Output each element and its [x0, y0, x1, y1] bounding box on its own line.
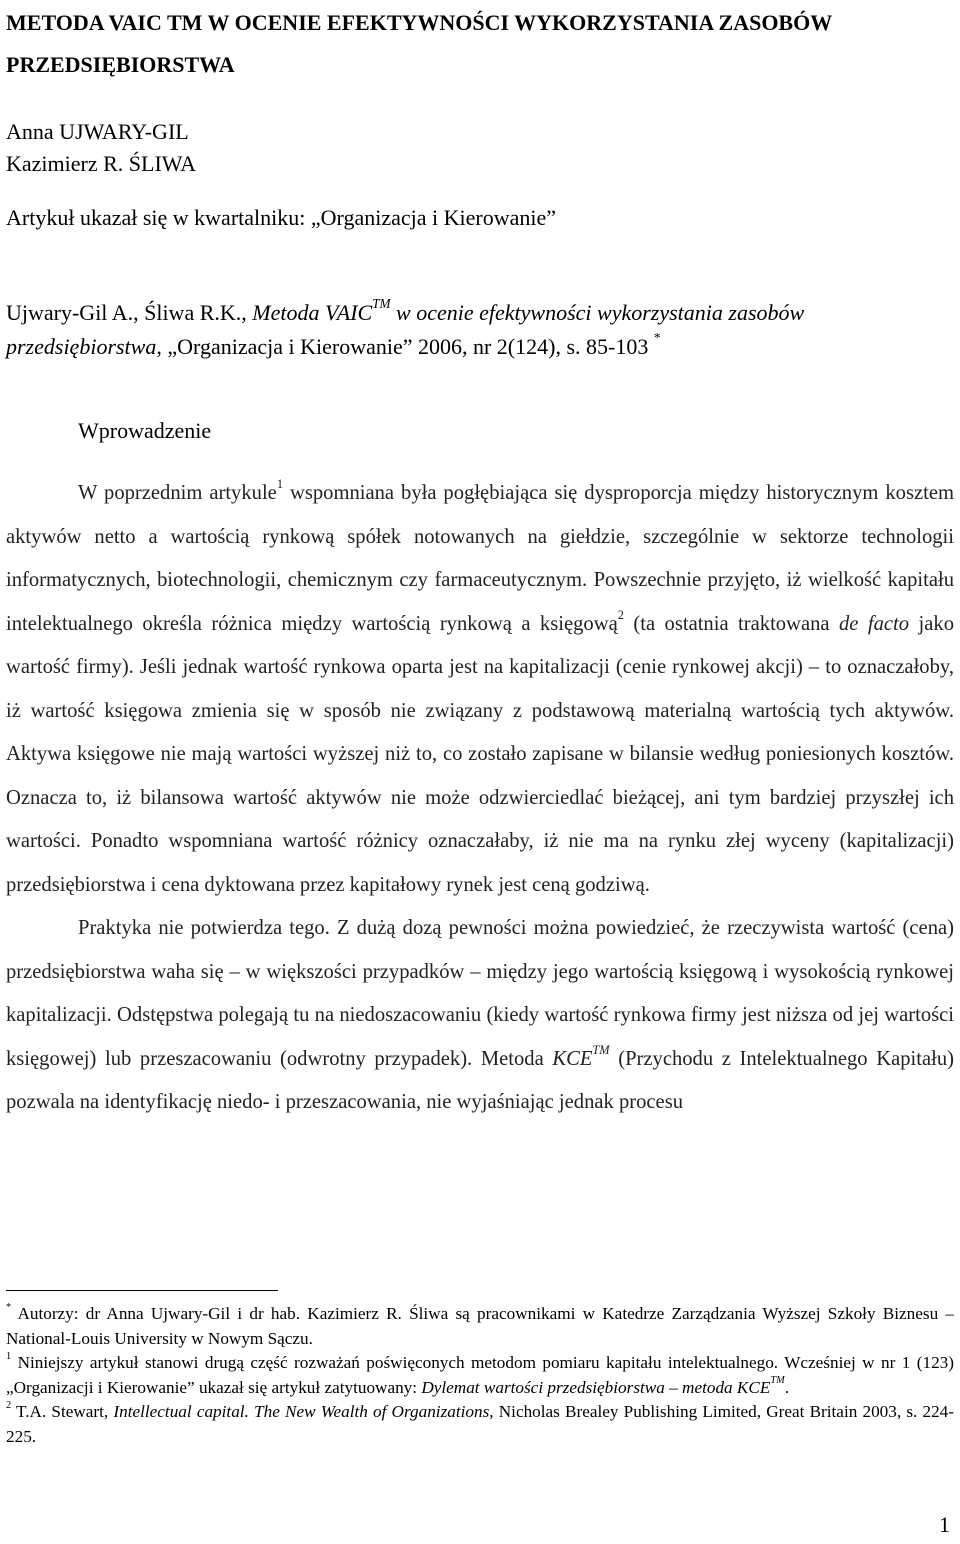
- document-title: [6, 2, 954, 86]
- section-heading: Wprowadzenie: [78, 418, 212, 443]
- citation-title-part1: Metoda VAIC: [252, 300, 373, 325]
- citation-title-part2: w ocenie efektywności wykorzystania zasobów przedsiębiorstwa: [6, 300, 805, 359]
- footnote-star: * Autorzy: dr Anna Ujwary-Gil i dr hab. Kazimierz R. Śliwa są pracownikami w Katedrze Zarządzania Wyższej Szkoły Biznesu – National-Louis University w Nowym Sączu.: [6, 1301, 954, 1348]
- footnote-ref-1[interactable]: 1: [276, 477, 284, 492]
- footnote-ref-star[interactable]: *: [653, 330, 661, 346]
- paragraph-1: W poprzednim artykule$^1$ wspomniana była pogłębiająca się dysproporcja między historycznym kosztem aktywów netto a wartością rynkową spółek notowanych na giełdzie, szczególnie w sektorze technologii informatycznych, biotechnologii, chemicznym czy farmaceutycznym. Powszechnie przyjęto, iż wielkość kapitału intelektualnego określa różnica między wartością rynkową a księgową$^2$ (ta ostatnia traktowana de facto jako wartość firmy). Jeśli jednak wartość rynkowa oparta jest na kapitalizacji (cenie rynkowej akcji) – to oznaczałoby, iż wartość księgowa zmienia się w sposób nie związany z podstawową materialną wartością tych aktywów. Aktywa księgowe nie mają wartości wyższej niż to, co zostało zapisane w bilansie według poniesionych kosztów. Oznacza to, iż bilansowa wartość aktywów nie może odzwierciedlać bieżącej, ani tym bardziej przyszłej ich wartości. Ponadto wspomniana wartość różnicy oznaczałaby, iż nie ma na rynku złej wyceny (kapitalizacji) przedsiębiorstwa i cena dyktowana przez kapitałowy rynek jest ceną godziwą.: [6, 477, 955, 896]
- footnote-1: $^1$ Niniejszy artykuł stanowi drugą część rozważań poświęconych metodom pomiaru kapitału intelektualnego. Wcześniej w nr 1 (123) „Organizacji i Kierowanie” ukazał się artykuł zatytuowany: Dylemat wartości przedsiębiorstwa – metoda KCE™.: [6, 1350, 954, 1397]
- author-name: Kazimierz R. ŚLIWA: [6, 151, 196, 176]
- paragraph-2: Praktyka nie potwierdza tego. Z dużą dozą pewności można powiedzieć, że rzeczywista wartość (cena) przedsiębiorstwa waha się – w większości przypadków – między jego wartością księgową i wysokością rynkowej kapitalizacji. Odstępstwa polegają tu na niedoszacowaniu (kiedy wartość rynkowa firmy jest niższa od jej wartości księgowej) lub przeszacowaniu (odwrotny przypadek). Metoda KCE™ (Przychodu z Intelektualnego Kapitału) pozwala na identyfikację niedo- i przeszacowania, nie wyjaśniając jednak procesu: [6, 917, 954, 1113]
- document-page: [6, 0, 954, 1544]
- page-number: 1: [939, 1512, 950, 1537]
- authors-block: [6, 116, 196, 180]
- footnotes: [6, 1302, 954, 1449]
- author-name: Anna UJWARY-GIL: [6, 119, 189, 144]
- footnote-separator: [6, 1290, 278, 1291]
- footnote-2: $^2$ T.A. Stewart, Intellectual capital. The New Wealth of Organizations, Nicholas Brealey Publishing Limited, Great Britain 2003, s. 224-225.: [6, 1399, 954, 1446]
- citation: Ujwary-Gil A., Śliwa R.K., Metoda VAIC™ w ocenie efektywności wykorzystania zasobów przedsiębiorstwa, „Organizacja i Kierowanie” 2006, nr 2(124), s. 85-103 *: [6, 296, 805, 359]
- body-text: [6, 472, 954, 1125]
- title-text: METODA VAIC TM W OCENIE EFEKTYWNOŚCI WYKORZYSTANIA ZASOBÓW PRZEDSIĘBIORSTWA: [6, 10, 832, 77]
- footnote-ref-2[interactable]: 2: [617, 607, 624, 622]
- publication-note: Artykuł ukazał się w kwartalniku: „Organizacja i Kierowanie”: [6, 205, 556, 230]
